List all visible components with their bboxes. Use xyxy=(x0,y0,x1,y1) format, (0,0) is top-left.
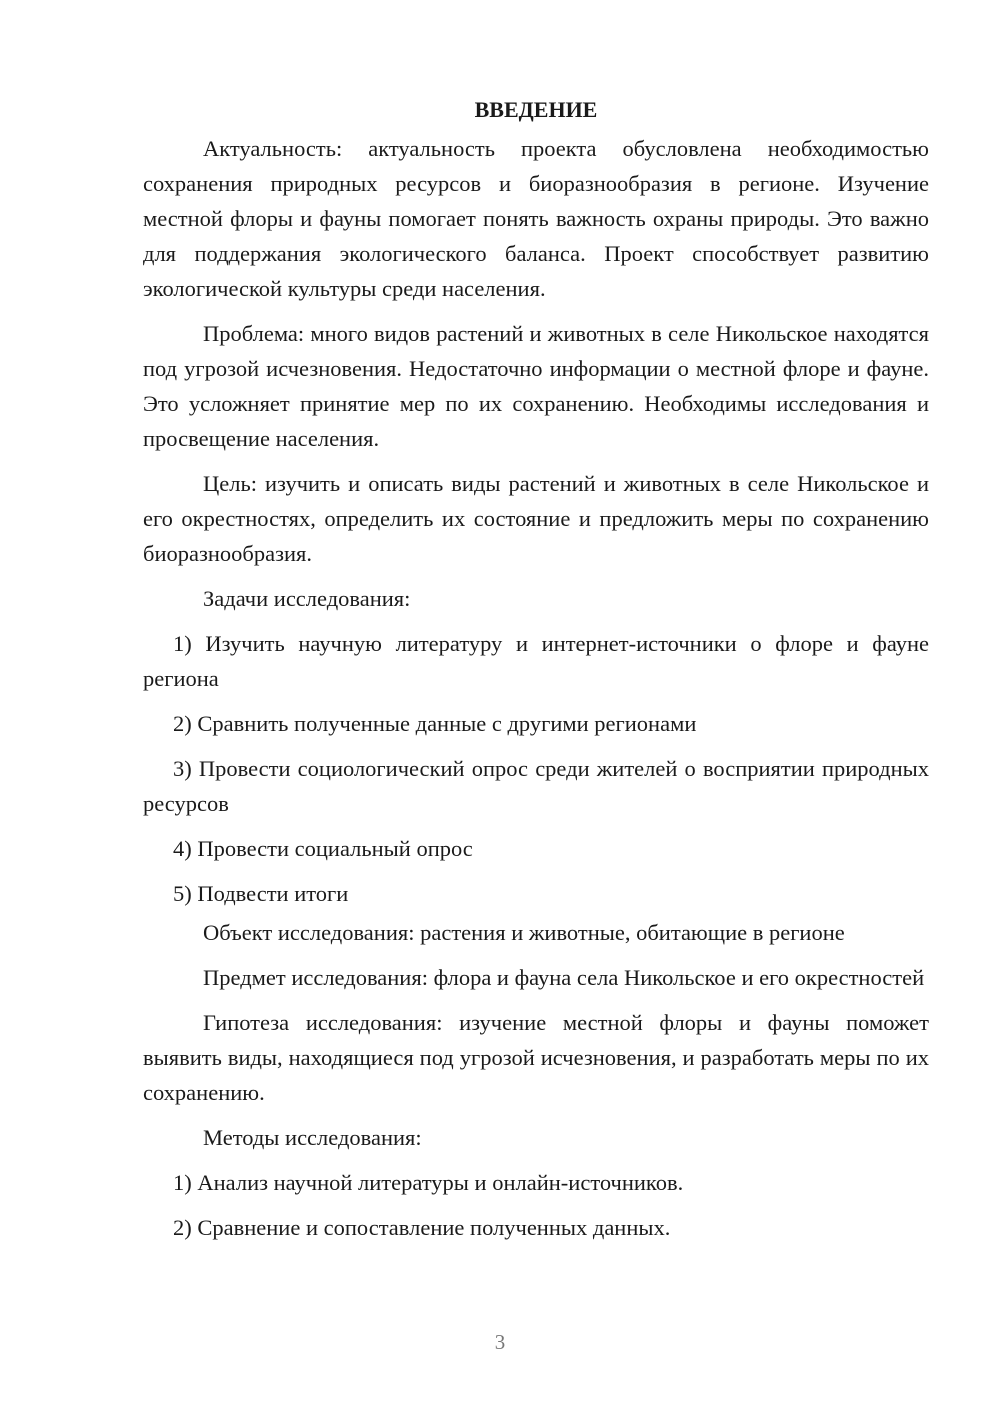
problem-paragraph: Проблема: много видов растений и животных в селе Никольское находятся под угрозой исчезновения. Недостаточно информации о местной флоре и фауне. Это усложняет принятие мер по их сохранению. Необходимы исследования и просвещение населения. xyxy=(143,321,929,451)
methods-heading: Методы исследования: xyxy=(203,1125,422,1150)
task-item: 2) Сравнить полученные данные с другими регионами xyxy=(173,711,697,736)
page-title: ВВЕДЕНИЕ xyxy=(474,97,598,122)
subject-paragraph: Предмет исследования: флора и фауна села Никольское и его окрестностей xyxy=(203,965,925,990)
task-item: 4) Провести социальный опрос xyxy=(173,836,473,861)
relevance-paragraph: Актуальность: актуальность проекта обусловлена необходимостью сохранения природных ресурсов и биоразнообразия в регионе. Изучение местной флоры и фауны помогает понять важность охраны природы. Это важно для поддержания экологического баланса. Проект способствует развитию экологической культуры среди населения. xyxy=(143,136,929,301)
hypothesis-paragraph: Гипотеза исследования: изучение местной флоры и фауны поможет выявить виды, находящиеся под угрозой исчезновения, и разработать меры по их сохранению. xyxy=(143,1010,929,1105)
task-item: 3) Провести социологический опрос среди жителей о восприятии природных ресурсов xyxy=(143,756,929,816)
task-item: 5) Подвести итоги xyxy=(173,881,349,906)
document-page xyxy=(143,92,929,1255)
method-item: 2) Сравнение и сопоставление полученных данных. xyxy=(173,1215,671,1240)
object-paragraph: Объект исследования: растения и животные, обитающие в регионе xyxy=(203,920,845,945)
task-item: 1) Изучить научную литературу и интернет-источники о флоре и фауне региона xyxy=(143,631,929,691)
method-item: 1) Анализ научной литературы и онлайн-источников. xyxy=(173,1170,684,1195)
page-number: 3 xyxy=(494,1330,506,1354)
tasks-heading: Задачи исследования: xyxy=(203,586,411,611)
goal-paragraph: Цель: изучить и описать виды растений и животных в селе Никольское и его окрестностях, определить их состояние и предложить меры по сохранению биоразнообразия. xyxy=(143,471,929,566)
